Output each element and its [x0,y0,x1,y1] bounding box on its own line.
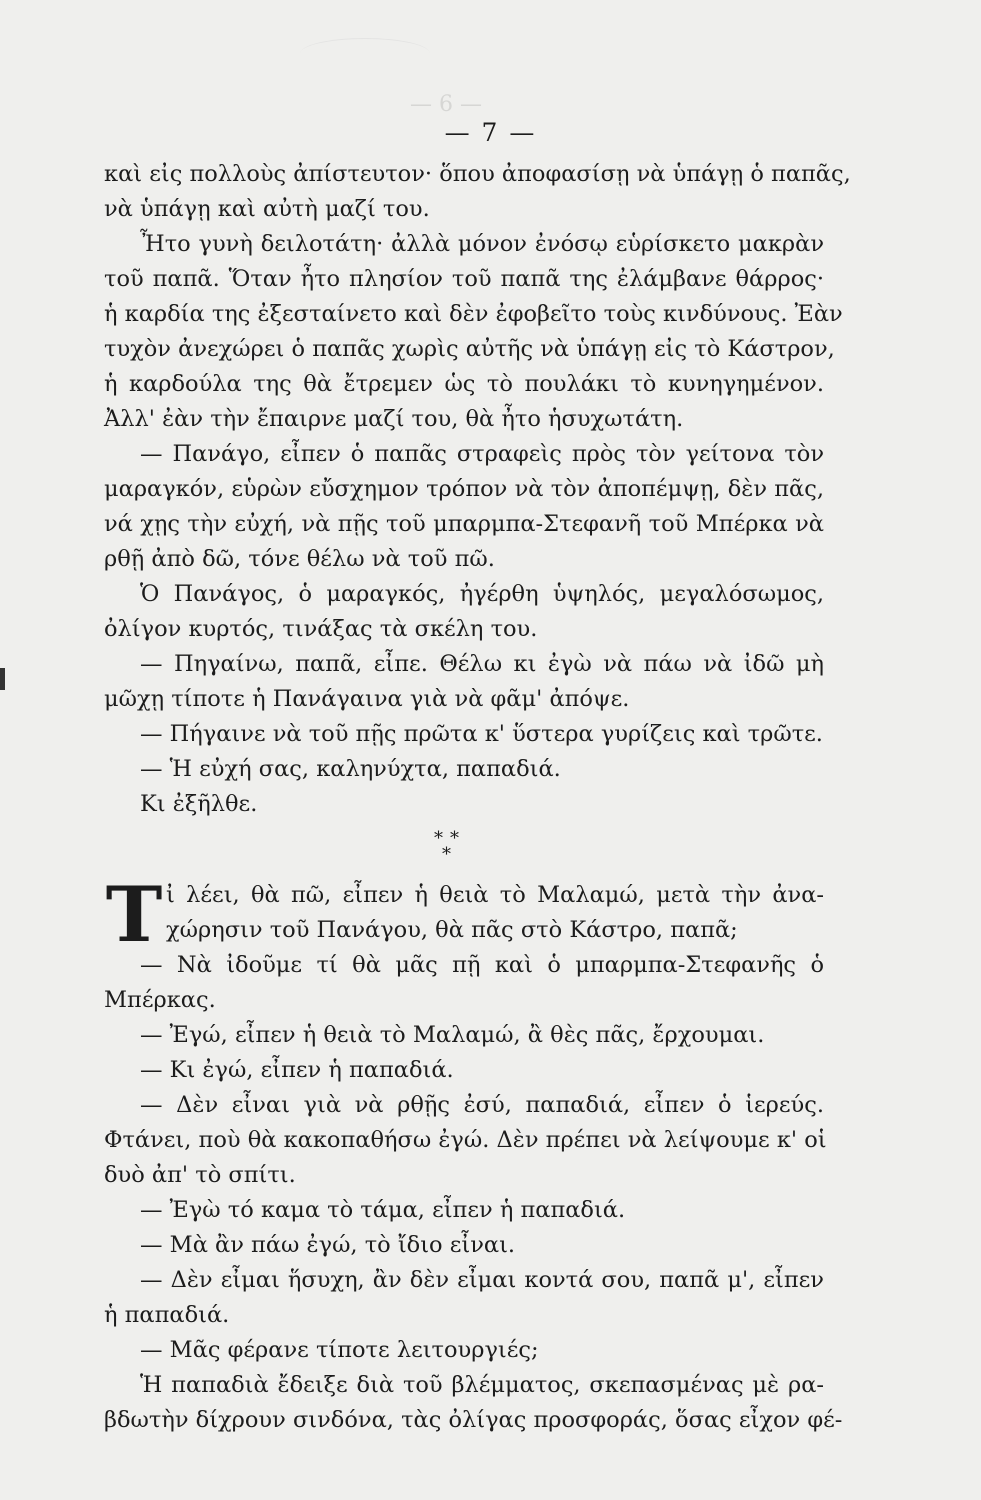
text-line: Κι ἐξῆλθε. [140,791,258,817]
text-line: — Μὰ ἂν πάω ἐγώ, τὸ ἴδιο εἶναι. [140,1232,516,1258]
text-line: μῶχῃ τίποτε ἡ Πανάγαινα γιὰ νὰ φᾶμ' ἀπόψε. [104,686,630,712]
text-line: τοῦ παπᾶ. Ὅταν ἦτο πλησίον τοῦ παπᾶ της ἐλάμβανε θάρρος· [104,266,824,292]
text-line: μαραγκόν, εὑρὼν εὔσχημον τρόπον νὰ τὸν ἀποπέμψῃ, δὲν πᾶς, [104,476,824,502]
text-line: — Πανάγο, εἶπεν ὁ παπᾶς στραφεὶς πρὸς τὸν γείτονα τὸν [140,441,824,467]
text-line: νὰ ὑπάγῃ καὶ αὐτὴ μαζί του. [104,196,430,222]
text-line: Ἀλλ' ἐὰν τὴν ἔπαιρνε μαζί του, θὰ ἦτο ἡσυχωτάτη. [104,406,684,432]
text-line: ἡ καρδία της ἐξεσταίνετο καὶ δὲν ἐφοβεῖτο τοὺς κινδύνους. Ἐὰν [104,301,843,327]
text-line: ἡ καρδούλα της θὰ ἔτρεμεν ὡς τὸ πουλάκι τὸ κυνηγημένον. [104,371,824,397]
text-line: — Ἐγώ, εἶπεν ἡ θειὰ τὸ Μαλαμώ, ἂ θὲς πᾶς, ἔρχουμαι. [140,1022,765,1048]
separator-star: * [450,828,459,849]
text-line: νά χῃς τὴν εὐχή, νὰ πῇς τοῦ μπαρμπα-Στεφανῆ τοῦ Μπέρκα νὰ [104,511,824,537]
text-line: — Πήγαινε νὰ τοῦ πῇς πρῶτα κ' ὕστερα γυρίζεις καὶ τρῶτε. [140,721,823,747]
text-line: — Ἡ εὐχή σας, καληνύχτα, παπαδιά. [140,756,561,782]
page-edge-mark [0,668,5,690]
bleed-through-page-number: — 6 — [410,92,482,117]
text-line: χώρησιν τοῦ Πανάγου, θὰ πᾶς στὸ Κάστρο, παπᾶ; [166,917,738,943]
text-line: ἰ λέει, θὰ πῶ, εἶπεν ἡ θειὰ τὸ Μαλαμώ, μετὰ τὴν ἀνα- [166,882,824,908]
text-line: — Δὲν εἶμαι ἥσυχη, ἂν δὲν εἶμαι κοντά σου, παπᾶ μ', εἶπεν [140,1267,824,1293]
text-line: — Ἐγὼ τό καμα τὸ τάμα, εἶπεν ἡ παπαδιά. [140,1197,626,1223]
separator-star: * [442,844,451,865]
text-line: Ὁ Πανάγος, ὁ μαραγκός, ἠγέρθη ὑψηλός, μεγαλόσωμος, [140,581,824,607]
text-line: ἡ παπαδιά. [104,1302,230,1328]
text-line: δυὸ ἀπ' τὸ σπίτι. [104,1162,296,1188]
text-line: καὶ εἰς πολλοὺς ἀπίστευτον· ὅπου ἀποφασίσῃ νὰ ὑπάγῃ ὁ παπᾶς, [104,161,851,187]
separator-star: * [434,828,443,849]
text-line: — Μᾶς φέρανε τίποτε λειτουργιές; [140,1337,539,1363]
text-line: Μπέρκας. [104,987,216,1013]
text-line: — Κι ἐγώ, εἶπεν ἡ παπαδιά. [140,1057,454,1083]
text-line: Φτάνει, ποὺ θὰ κακοπαθήσω ἐγώ. Δὲν πρέπει νὰ λείψουμε κ' οἱ [104,1127,827,1153]
drop-cap-letter: Τ [105,870,163,959]
text-line: ὀλίγον κυρτός, τινάξας τὰ σκέλη του. [104,616,538,642]
text-line: βδωτὴν δίχρουν σινδόνα, τὰς ὀλίγας προσφοράς, ὅσας εἶχον φέ- [104,1407,843,1433]
page-body [104,157,851,1438]
text-line: Ἦτο γυνὴ δειλοτάτη· ἀλλὰ μόνον ἐνόσῳ εὑρίσκετο μακρὰν [140,231,824,257]
section-separator [104,822,824,878]
text-line: — Δὲν εἶναι γιὰ νὰ ρθῇς ἐσύ, παπαδιά, εἶπεν ὁ ἱερεύς. [140,1092,824,1118]
text-line: — Πηγαίνω, παπᾶ, εἶπε. Θέλω κι ἐγὼ νὰ πάω νὰ ἰδῶ μὴ [140,651,824,677]
page-number: — 7 — [444,118,537,147]
text-line: ρθῇ ἀπὸ δῶ, τόνε θέλω νὰ τοῦ πῶ. [104,546,495,572]
drop-cap-paragraph [104,870,824,959]
text-line: τυχὸν ἀνεχώρει ὁ παπᾶς χωρὶς αὐτῆς νὰ ὑπάγῃ εἰς τὸ Κάστρον, [104,336,835,362]
text-line: — Νὰ ἰδοῦμε τί θὰ μᾶς πῇ καὶ ὁ μπαρμπα-Στεφανῆς ὁ [140,952,824,978]
bleed-through-mark [300,38,430,69]
text-line: Ἡ παπαδιὰ ἔδειξε διὰ τοῦ βλέμματος, σκεπασμένας μὲ ρα- [140,1372,824,1398]
